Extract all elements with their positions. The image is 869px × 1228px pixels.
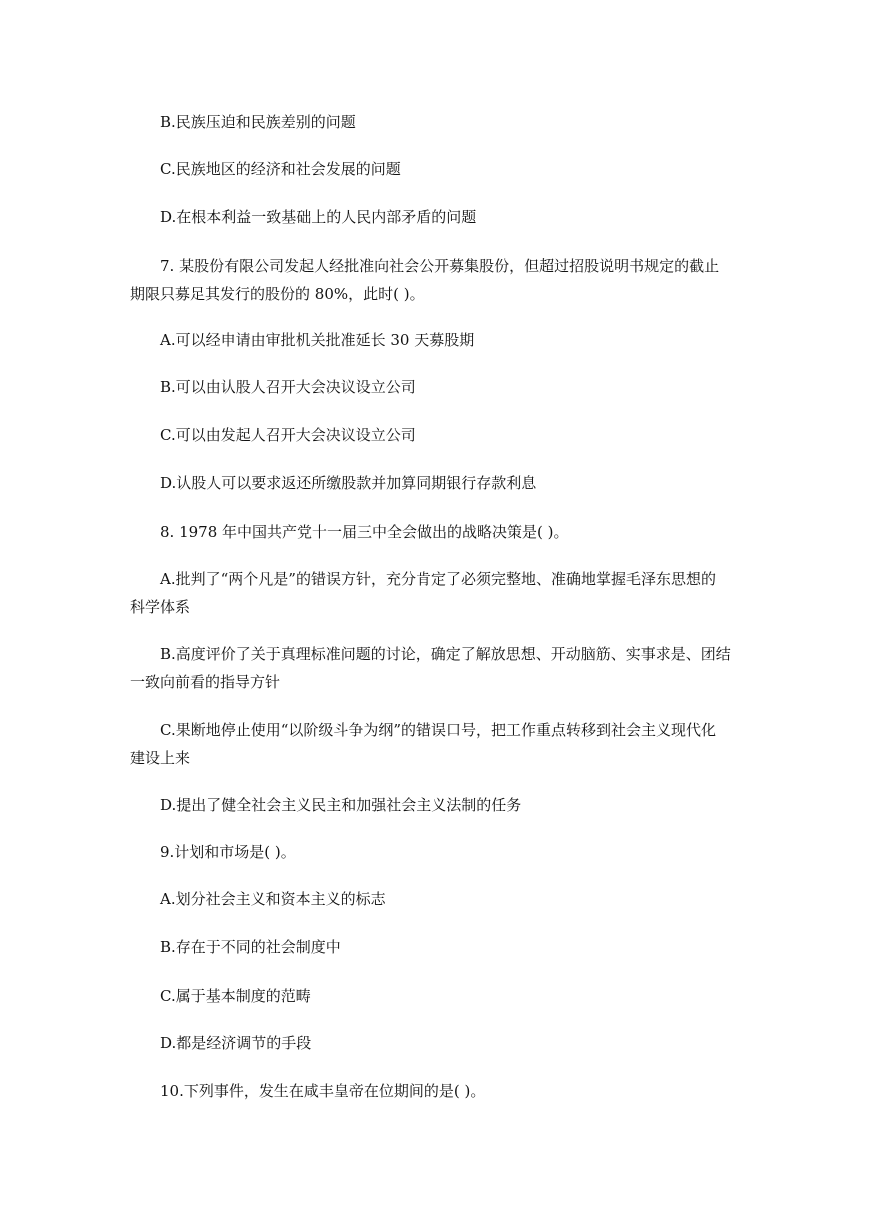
text-line: D.提出了健全社会主义民主和加强社会主义法制的任务 — [160, 796, 522, 814]
text-line: 9.计划和市场是( )。 — [160, 843, 296, 861]
text-line: 8. 1978 年中国共产党十一届三中全会做出的战略决策是( )。 — [160, 523, 569, 541]
option-a-q7 — [130, 326, 737, 354]
text-line: C.果断地停止使用“以阶级斗争为纲”的错误口号，把工作重点转移到社会主义现代化 — [160, 721, 717, 739]
option-b-q9 — [130, 933, 737, 961]
text-line: D.都是经济调节的手段 — [160, 1034, 312, 1052]
option-a-q8 — [130, 565, 737, 621]
text-line: A.划分社会主义和资本主义的标志 — [160, 890, 386, 908]
option-c-q9 — [130, 982, 737, 1010]
text-line: B.可以由认股人召开大会决议设立公司 — [160, 378, 416, 396]
text-line: 7. 某股份有限公司发起人经批准向社会公开募集股份，但超过招股说明书规定的截止 — [160, 257, 720, 275]
text-line: 10.下列事件，发生在咸丰皇帝在位期间的是( )。 — [160, 1082, 486, 1100]
option-d-q9 — [130, 1029, 737, 1057]
option-b-q7 — [130, 373, 737, 401]
question-10 — [130, 1077, 737, 1105]
text-line: 建设上来 — [130, 749, 191, 767]
option-c-q8 — [130, 716, 737, 772]
text-line: B.高度评价了关于真理标准问题的讨论，确定了解放思想、开动脑筋、实事求是、团结 — [160, 645, 731, 663]
question-7 — [130, 252, 737, 308]
text-line: C.可以由发起人召开大会决议设立公司 — [160, 426, 416, 444]
text-line: 期限只募足其发行的股份的 80%，此时( )。 — [130, 285, 425, 303]
text-line: A.批判了“两个凡是”的错误方针，充分肯定了必须完整地、准确地掌握毛泽东思想的 — [160, 570, 716, 588]
question-9 — [130, 838, 737, 866]
option-d-q8 — [130, 791, 737, 819]
option-c-q6 — [130, 155, 737, 183]
option-a-q9 — [130, 885, 737, 913]
text-line: B.民族压迫和民族差别的问题 — [160, 113, 356, 131]
text-line: D.在根本利益一致基础上的人民内部矛盾的问题 — [160, 208, 477, 226]
option-c-q7 — [130, 421, 737, 449]
option-b-q6 — [130, 108, 737, 136]
text-line: 一致向前看的指导方针 — [130, 673, 281, 691]
text-line: 科学体系 — [130, 598, 191, 616]
text-line: C.民族地区的经济和社会发展的问题 — [160, 160, 401, 178]
text-line: D.认股人可以要求返还所缴股款并加算同期银行存款利息 — [160, 474, 537, 492]
text-line: C.属于基本制度的范畴 — [160, 987, 311, 1005]
question-8 — [130, 518, 737, 546]
option-d-q7 — [130, 469, 737, 497]
text-line: B.存在于不同的社会制度中 — [160, 938, 341, 956]
option-b-q8 — [130, 640, 737, 696]
text-line: A.可以经申请由审批机关批准延长 30 天募股期 — [160, 331, 475, 349]
option-d-q6 — [130, 203, 737, 231]
